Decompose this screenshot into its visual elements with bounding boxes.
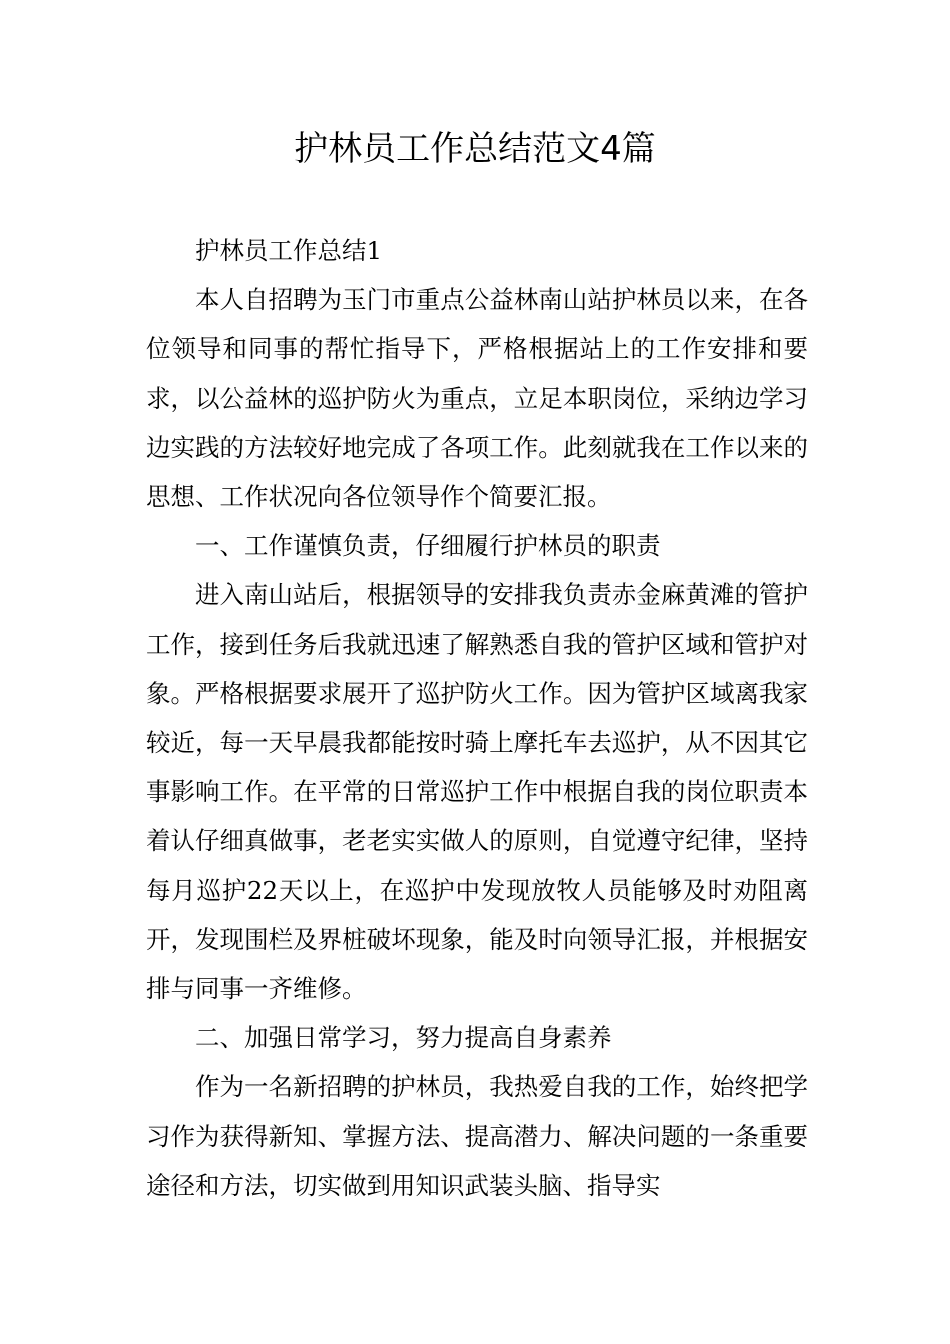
paragraph: 作为一名新招聘的护林员，我热爱自我的工作，始终把学习作为获得新知、掌握方法、提高潜力、解决问题的一条重要途径和方法，切实做到用知识武装头脑、指导实 (146, 1072, 808, 1200)
section-heading: 护林员工作总结1 (195, 236, 383, 265)
document-body (146, 226, 808, 1210)
subsection-heading: 一、工作谨慎负责，仔细履行护林员的职责 (195, 531, 661, 561)
paragraph: 进入南山站后，根据领导的安排我负责赤金麻黄滩的管护工作，接到任务后我就迅速了解熟悉自我的管护区域和管护对象。严格根据要求展开了巡护防火工作。因为管护区域离我家较近，每一天早晨我都能按时骑上摩托车去巡护，从不因其它事影响工作。在平常的日常巡护工作中根据自我的岗位职责本着认仔细真做事，老老实实做人的原则，自觉遵守纪律，坚持每月巡护22天以上，在巡护中发现放牧人员能够及时劝阻离开，发现围栏及界桩破坏现象，能及时向领导汇报，并根据安排与同事一齐维修。 (146, 580, 808, 1004)
document-title: 护林员工作总结范文4篇 (294, 129, 656, 169)
paragraph: 本人自招聘为玉门市重点公益林南山站护林员以来，在各位领导和同事的帮忙指导下，严格根据站上的工作安排和要求，以公益林的巡护防火为重点，立足本职岗位，采纳边学习边实践的方法较好地完成了各项工作。此刻就我在工作以来的思想、工作状况向各位领导作个简要汇报。 (146, 285, 808, 512)
subsection-heading: 二、加强日常学习，努力提高自身素养 (195, 1023, 612, 1053)
